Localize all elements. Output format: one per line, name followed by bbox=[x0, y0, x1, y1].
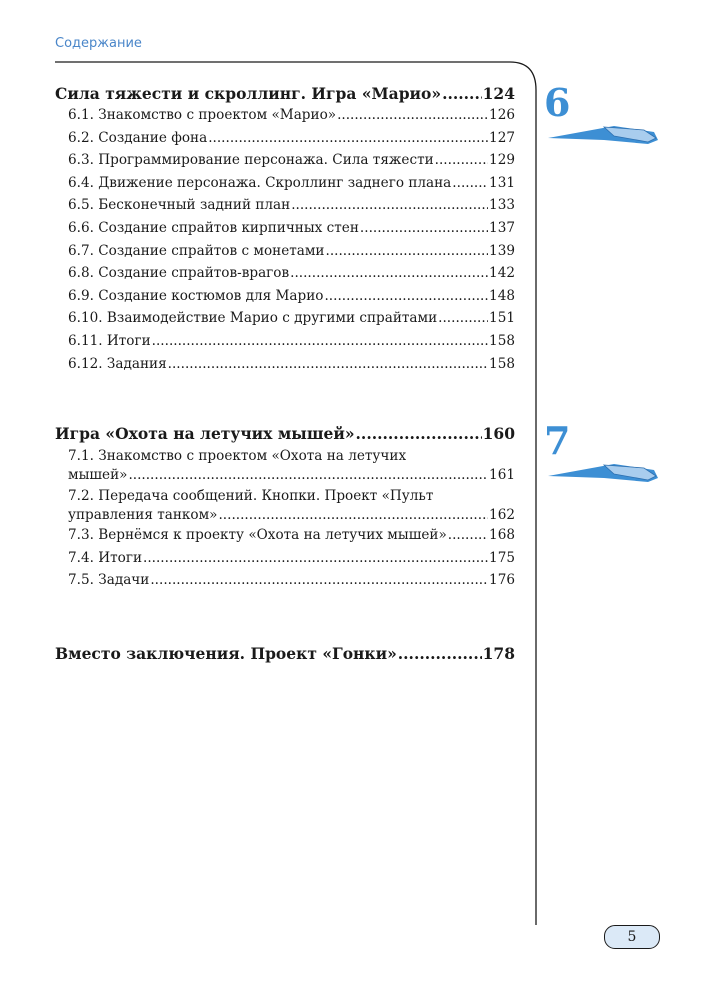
toc-entry-title: 7.3. Вернёмся к проекту «Охота на летучих мышей» bbox=[68, 527, 447, 543]
toc-entry-page: 126 bbox=[489, 107, 515, 123]
leader-dots bbox=[324, 288, 488, 304]
toc-entry-page: 133 bbox=[489, 197, 515, 214]
blue-swoosh-icon bbox=[544, 118, 664, 148]
toc-entry-page: 161 bbox=[489, 467, 515, 483]
toc-entry[interactable] bbox=[55, 527, 515, 550]
toc-entry[interactable] bbox=[55, 197, 515, 220]
leader-dots bbox=[356, 424, 482, 443]
leader-dots bbox=[438, 310, 488, 326]
leader-dots bbox=[452, 175, 488, 191]
toc-entry-page: 139 bbox=[489, 242, 515, 259]
toc-entry-title: 6.10. Взаимодействие Марио с другими спрайтами bbox=[68, 310, 438, 327]
toc-entry-page: 131 bbox=[489, 174, 515, 191]
chapter-heading[interactable] bbox=[55, 84, 515, 107]
toc-entry-title: 6.7. Создание спрайтов с монетами bbox=[68, 242, 325, 259]
toc-entry-title: 7.5. Задачи bbox=[68, 572, 150, 589]
toc-entry-page: 142 bbox=[489, 265, 515, 282]
toc-entry-page: 137 bbox=[489, 219, 515, 236]
chapter-title: Сила тяжести и скроллинг. Игра «Марио» bbox=[55, 84, 442, 103]
page-number: 5 bbox=[604, 925, 660, 949]
conclusion-block bbox=[55, 644, 515, 667]
toc-entry-page: 129 bbox=[489, 152, 515, 169]
toc-entry-page: 158 bbox=[489, 332, 515, 349]
chapter-page: 124 bbox=[482, 84, 515, 103]
toc-entry-title: 6.3. Программирование персонажа. Сила тяжести bbox=[68, 152, 434, 169]
leader-dots bbox=[360, 220, 488, 236]
toc-entry[interactable] bbox=[55, 447, 515, 487]
leader-dots bbox=[208, 130, 488, 146]
chapter-number: 6 bbox=[544, 80, 571, 125]
toc-entry[interactable] bbox=[55, 265, 515, 288]
leader-dots bbox=[152, 333, 488, 349]
toc-entry[interactable] bbox=[55, 130, 515, 153]
chapter-6-badge bbox=[544, 80, 664, 160]
toc-entry[interactable] bbox=[55, 487, 515, 527]
chapter-heading[interactable] bbox=[55, 644, 515, 667]
leader-dots bbox=[150, 572, 488, 588]
leader-dots bbox=[290, 265, 488, 281]
toc-entry-title: 6.5. Бесконечный задний план bbox=[68, 197, 291, 214]
toc-entry-title-line2: управления танком» bbox=[68, 507, 218, 523]
toc-entry-title: 6.8. Создание спрайтов-врагов bbox=[68, 265, 290, 282]
chapter-6-block bbox=[55, 84, 515, 378]
toc-entry[interactable] bbox=[55, 572, 515, 595]
toc-entry-page: 151 bbox=[489, 310, 515, 327]
leader-dots bbox=[398, 644, 482, 663]
toc-entry[interactable] bbox=[55, 550, 515, 573]
toc-entry[interactable] bbox=[55, 333, 515, 356]
chapter-page: 178 bbox=[482, 644, 515, 663]
leader-dots bbox=[218, 506, 488, 525]
toc-entry[interactable] bbox=[55, 310, 515, 333]
toc-entry[interactable] bbox=[55, 152, 515, 175]
toc-entry[interactable] bbox=[55, 220, 515, 243]
running-head: Содержание bbox=[55, 36, 142, 51]
toc-entry-title-line1: 7.2. Передача сообщений. Кнопки. Проект «Пульт bbox=[68, 488, 434, 504]
toc-entry[interactable] bbox=[55, 243, 515, 266]
leader-dots bbox=[442, 84, 482, 103]
leader-dots bbox=[128, 466, 488, 485]
toc-entry[interactable] bbox=[55, 356, 515, 379]
leader-dots bbox=[168, 356, 488, 372]
chapter-7-badge bbox=[544, 418, 664, 498]
toc-entry-page: 168 bbox=[489, 527, 515, 543]
toc-entry-title-line1: 7.1. Знакомство с проектом «Охота на летучих bbox=[68, 448, 407, 464]
toc-entry-title: 6.9. Создание костюмов для Марио bbox=[68, 287, 324, 304]
toc-entry-title-line2: мышей» bbox=[68, 467, 128, 483]
toc-entry[interactable] bbox=[55, 288, 515, 311]
leader-dots bbox=[143, 550, 488, 566]
toc-entry-title: 7.4. Итоги bbox=[68, 549, 143, 566]
leader-dots bbox=[326, 243, 489, 259]
chapter-heading[interactable] bbox=[55, 424, 515, 447]
toc-entry-title: 6.11. Итоги bbox=[68, 332, 151, 349]
toc-entry-title: 6.6. Создание спрайтов кирпичных стен bbox=[68, 219, 359, 236]
leader-dots bbox=[337, 107, 488, 123]
leader-dots bbox=[291, 197, 488, 213]
chapter-title: Игра «Охота на летучих мышей» bbox=[55, 424, 355, 443]
chapter-page: 160 bbox=[482, 424, 515, 443]
chapter-7-block bbox=[55, 424, 515, 595]
toc-entry[interactable] bbox=[55, 175, 515, 198]
toc-entry-page: 148 bbox=[489, 287, 515, 304]
toc-entry-title: 6.12. Задания bbox=[68, 355, 167, 372]
chapter-number: 7 bbox=[544, 418, 571, 463]
toc-entry-page: 127 bbox=[489, 129, 515, 146]
leader-dots bbox=[435, 152, 488, 168]
toc-entry-page: 175 bbox=[489, 549, 515, 566]
toc-entry-page: 176 bbox=[489, 572, 515, 589]
chapter-title: Вместо заключения. Проект «Гонки» bbox=[55, 644, 397, 663]
blue-swoosh-icon bbox=[544, 456, 664, 486]
toc-entry-page: 162 bbox=[489, 507, 515, 523]
toc-entry-title: 6.2. Создание фона bbox=[68, 129, 208, 146]
toc-entry-title: 6.4. Движение персонажа. Скроллинг заднего плана bbox=[68, 174, 452, 191]
toc-entry-title: 6.1. Знакомство с проектом «Марио» bbox=[68, 107, 337, 123]
leader-dots bbox=[448, 527, 488, 543]
toc-entry[interactable] bbox=[55, 107, 515, 130]
toc-entry-page: 158 bbox=[489, 355, 515, 372]
